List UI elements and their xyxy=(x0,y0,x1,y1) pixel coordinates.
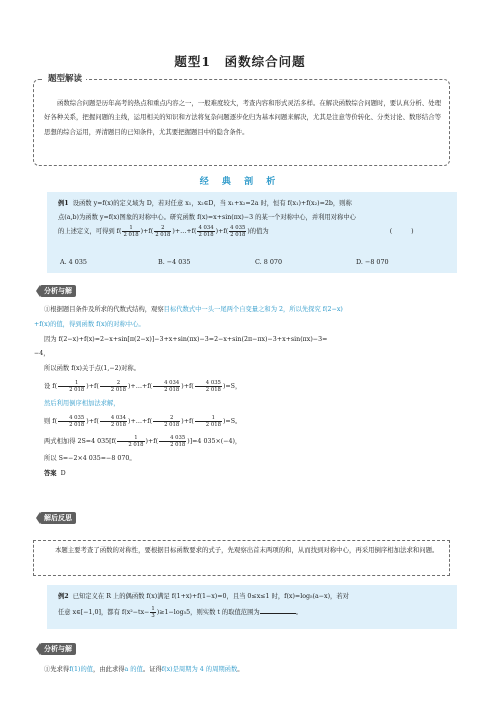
solution2-text: ①先求得f(1)的值，由此求得a 的值。证得f(x)是周期为 4 的周期函数。 xyxy=(44,666,244,673)
option-a: A. 4 035 xyxy=(60,258,87,266)
example1-line2: 点(a,b)为函数 y=f(x)图象的对称中心。研究函数 f(x)=x+sin(πx)−3 的某一个对称中心，并利用对称中心 xyxy=(58,214,356,222)
option-b: B. −4 035 xyxy=(158,258,191,266)
example1-label: 例1 xyxy=(58,200,69,207)
intro-text: 函数综合问题是历年高考的热点和重点内容之一，一般难度较大，考查内容和形式灵活多样。在解决函数综合问题时，要认真分析、处理好各种关系，把握问题的主线，运用相关的知识和方法将复杂问题逐步化归为基本问题来解决，尤其是注意等价转化、分类讨论、数形结合等思想的综合运用，弄清题目的已知条件，尤其要把握题目中的隐含条件。 xyxy=(44,99,441,136)
answer-label: 答案 xyxy=(44,469,57,477)
solution-text xyxy=(34,303,452,481)
answer-value: D xyxy=(60,469,66,477)
sol-p7: 则 f( $\frac{4 035}{2 018}$ )+f( $\frac{4 034}{2 018}$ )+…+f( $\frac{2}{2 018}$ )+f( $\frac{1}{2 018}$ )=S。 xyxy=(44,414,242,428)
sol-p1b: 目标代数式中一头一尾两个自变量之和为 2，所以先探究 f(2−x) xyxy=(163,306,343,313)
sol-p9: 所以 S=−2×4 035=−8 070。 xyxy=(44,454,136,462)
example2-text: 例2 已知定义在 R 上的偶函数 f(x)满足 f(1+x)+f(1−x)=0，且当 0≤x≤1 时，f(x)=log₅(a−x)，若对 任意 x∈[−1,0]，都有 f(x²−tx− $\frac{1}{3}$ )≥1−log₅5，则实数 t 的取值范围为 。 xyxy=(58,593,349,619)
answer-line xyxy=(34,467,452,482)
example2-label: 例2 xyxy=(58,593,69,600)
option-c: C. 8 070 xyxy=(255,258,283,266)
example1-line3-post: 的值为 xyxy=(249,228,269,236)
page-title: 题型1 函数综合问题 xyxy=(174,54,306,69)
intro-label: 题型解读 xyxy=(44,72,86,84)
analysis-tag-2: 分析与解 xyxy=(40,643,76,655)
analysis-tag: 分析与解 xyxy=(40,285,76,297)
example1-text: 例1 设函数 y=f(x)的定义域为 D，若对任意 x₁，x₂∈D，当 x₁+x₂=2a 时，恒有 f(x₁)+f(x₂)=2b，则称 点(a,b)为函数 y=f(x)图象的对称中心。研究函数 f(x)=x+sin(πx)−3 的某一个对称中心，并利用对称中心 的上述定义，可得到 f( $\frac{1}{2 018}$ )+f( $\frac{2}{2 018}$ )+…+f( $\frac{4 034}{2 018}$ )+f( $\frac{4 035}{2 018}$ )的值为 ( ) xyxy=(58,197,450,240)
answer-paren: ( ) xyxy=(389,228,414,236)
section-heading: 经 典 剖 析 xyxy=(199,177,281,187)
fraction: $\frac{4 035}{2 018}$ xyxy=(230,225,246,239)
answer-blank xyxy=(260,606,296,614)
example1-line1: 设函数 y=f(x)的定义域为 D，若对任意 x₁，x₂∈D，当 x₁+x₂=2a 时，恒有 f(x₁)+f(x₂)=2b，则称 xyxy=(72,200,352,207)
sol-p4: 所以函数 f(x)关于点(1,−2)对称。 xyxy=(44,365,140,373)
sol-p5: 设 f( $\frac{1}{2 018}$ )+f( $\frac{2}{2 018}$ )+…+f( $\frac{4 034}{2 018}$ )+f( $\frac{4 035}{2 018}$ )=S， xyxy=(44,379,242,393)
reflection-tag: 解后反思 xyxy=(40,512,76,524)
fraction: $\frac{1}{2 018}$ xyxy=(123,225,139,239)
sol-p1c: +f(x)的值，得到函数 f(x)的对称中心。 xyxy=(34,320,145,328)
fraction: $\frac{2}{2 018}$ xyxy=(155,225,171,239)
reflection-text: 本题主要考查了函数的对称性，要根据目标函数要求的式子，先观察出首末两项的和，从而找到对称中心，再采用倒序相加法求和问题。 xyxy=(55,546,439,554)
sol-p3: −4， xyxy=(34,350,50,358)
sol-p8: 两式相加得 2S=4 035[f( $\frac{1}{2 018}$ )+f( $\frac{4 035}{2 018}$ )]=4 035×(−4)， xyxy=(44,434,242,448)
example1-line3-pre: 的上述定义，可得到 f xyxy=(58,228,120,236)
fraction: $\frac{4 034}{2 018}$ xyxy=(198,225,214,239)
example2-line1: 已知定义在 R 上的偶函数 f(x)满足 f(1+x)+f(1−x)=0，且当 0≤x≤1 时，f(x)=log₅(a−x)，若对 xyxy=(72,593,349,600)
sol-p2: 因为 f(2−x)+f(x)=2−x+sin[π(2−x)]−3+x+sin(πx)−3=2−x+sin(2π−πx)−3+x+sin(πx)−3= xyxy=(44,335,328,343)
sol-p6: 然后利用倒序相加法求解， xyxy=(44,399,120,407)
option-d: D. −8 070 xyxy=(356,258,389,266)
sol-p1a: ①根据题目条件及所求的代数式结构，观察 xyxy=(44,306,164,313)
